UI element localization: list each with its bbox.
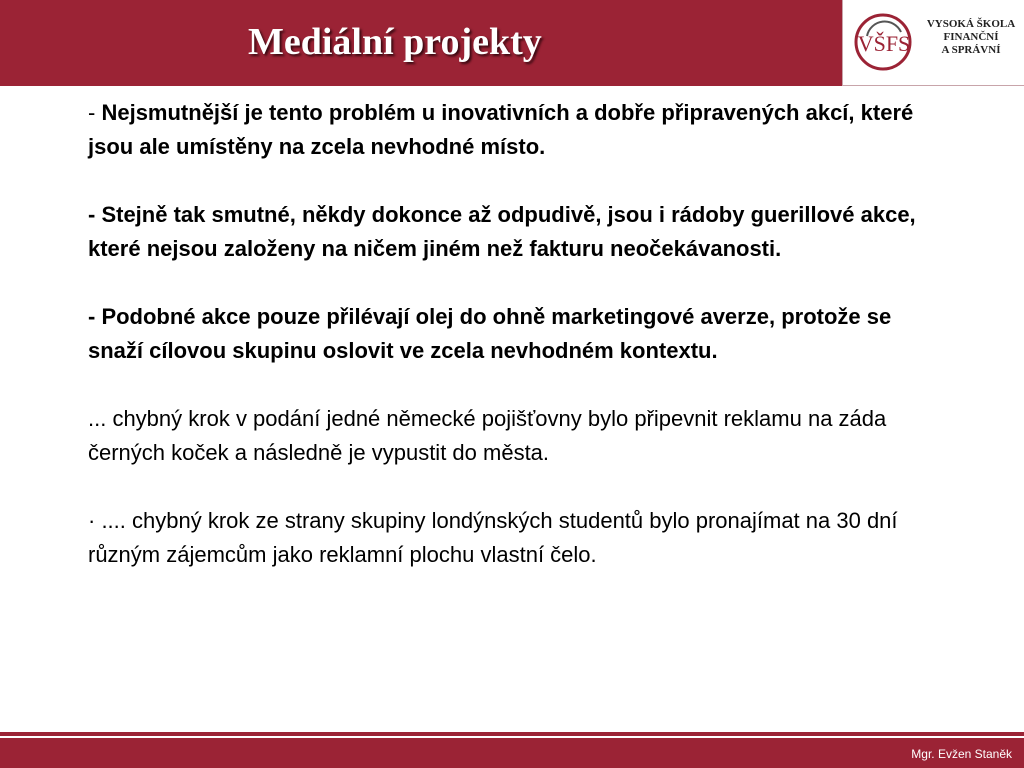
paragraph: - Podobné akce pouze přilévají olej do ohně marketingové averze, protože se snaží cílovou skupinu oslovit ve zcela nevhodném kontextu.: [88, 304, 892, 363]
author-name: Mgr. Evžen Staněk: [911, 747, 1012, 761]
paragraph: [88, 96, 938, 164]
paragraph: · .... chybný krok ze strany skupiny londýnských studentů bylo pronajímat na 30 dní různým zájemcům jako reklamní plochu vlastní čelo.: [88, 508, 898, 567]
slide-title: Mediální projekty: [248, 21, 542, 63]
school-name-line: FINANČNÍ: [943, 31, 999, 43]
school-logo: [842, 0, 1024, 86]
paragraph: - Stejně tak smutné, někdy dokonce až odpudivě, jsou i rádoby guerillové akce, které nejsou založeny na ničem jiném než fakturu neočekávanosti.: [88, 202, 916, 261]
svg-text:VŠFS: VŠFS: [857, 31, 911, 56]
footer-divider: [0, 732, 1024, 736]
paragraph-prefix: -: [88, 100, 102, 125]
footer-bar: [0, 738, 1024, 768]
school-name-line: A SPRÁVNÍ: [941, 44, 1001, 56]
vsfs-logo-mark-icon: [853, 10, 917, 74]
paragraph-text: Nejsmutnější je tento problém u inovativních a dobře připravených akcí, které jsou ale umístěny na zcela nevhodné místo.: [88, 100, 914, 159]
school-name: [923, 18, 1019, 57]
paragraph: ... chybný krok v podání jedné německé pojišťovny bylo připevnit reklamu na záda černých koček a následně je vypustit do města.: [88, 406, 887, 465]
slide-body: [88, 96, 938, 572]
school-name-line: VYSOKÁ ŠKOLA: [926, 18, 1016, 30]
title-bar: [0, 0, 842, 86]
